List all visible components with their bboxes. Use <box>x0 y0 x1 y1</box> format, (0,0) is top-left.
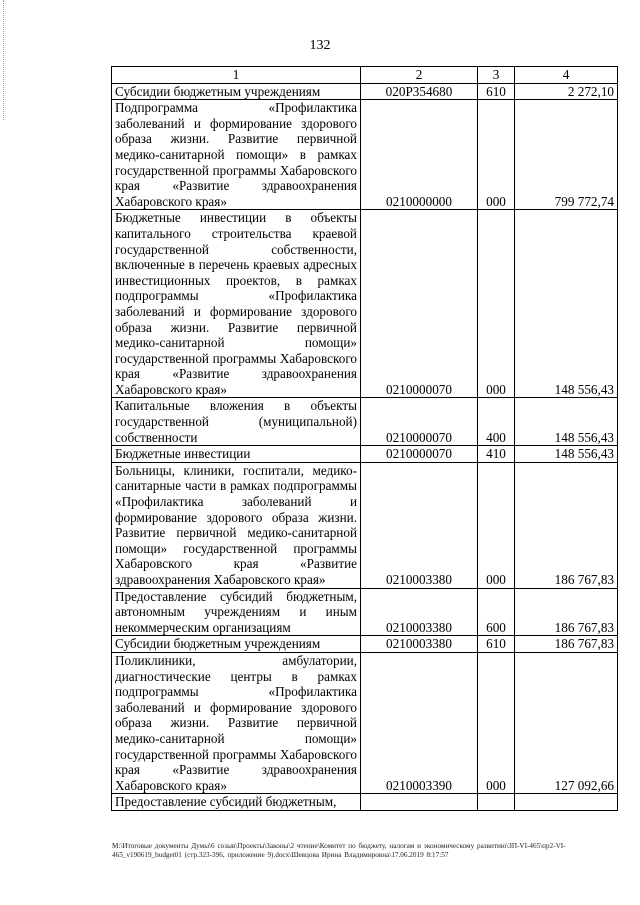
table-row <box>112 100 618 210</box>
page-number: 132 <box>309 38 331 53</box>
row-expense-type: 600 <box>478 588 515 636</box>
row-target-code: 0210000000 <box>361 100 478 210</box>
row-expense-type: 610 <box>478 636 515 653</box>
row-description: Субсидии бюджетным учреждениям <box>112 636 361 653</box>
row-description: Предоставление субсидий бюджетным, автономным учреждениям и иным некоммерческим организациям <box>112 588 361 636</box>
row-amount: 2 272,10 <box>515 83 618 100</box>
row-amount: 186 767,83 <box>515 588 618 636</box>
row-target-code: 0210003380 <box>361 588 478 636</box>
header-col-2: 2 <box>361 67 478 84</box>
row-description: Предоставление субсидий бюджетным, <box>112 794 361 811</box>
scan-edge-mark <box>3 0 7 120</box>
row-description: Больницы, клиники, госпитали, медико-санитарные части в рамках подпрограммы «Профилактика заболеваний и формирование здорового образа жизни. Развитие первичной медико-санитарной помощи» государственной программы Хабаровского края «Развитие здравоохранения Хабаровского края» <box>112 462 361 588</box>
table-row <box>112 210 618 398</box>
row-target-code: 0210000070 <box>361 398 478 446</box>
table-row <box>112 652 618 793</box>
file-path-footer: M:\Итоговые документы Думы\6 созыв\Проекты\Законы\2 чтение\Комитет по бюджету, налогам и экономическому развитию\ЗП-VI-465\пр2-VI-465_v190619_budget01 (стр.323-396, приложение 9).docx\Шевцова Ирина Владимировна\17.06.2019 8:17:57 <box>112 842 566 859</box>
table-row <box>112 446 618 463</box>
row-amount: 148 556,43 <box>515 398 618 446</box>
row-description: Субсидии бюджетным учреждениям <box>112 83 361 100</box>
row-target-code: 0210003390 <box>361 652 478 793</box>
table-row <box>112 398 618 446</box>
row-target-code: 0210003380 <box>361 462 478 588</box>
row-expense-type <box>478 794 515 811</box>
header-col-3: 3 <box>478 67 515 84</box>
table-row <box>112 636 618 653</box>
row-description: Поликлиники, амбулатории, диагностические центры в рамках подпрограммы «Профилактика заболеваний и формирование здорового образа жизни. Развитие первичной медико-санитарной помощи» государственной программы Хабаровского края «Развитие здравоохранения Хабаровского края» <box>112 652 361 793</box>
table-row <box>112 588 618 636</box>
table-row <box>112 794 618 811</box>
row-amount <box>515 794 618 811</box>
row-description: Бюджетные инвестиции <box>112 446 361 463</box>
row-expense-type: 000 <box>478 100 515 210</box>
row-expense-type: 400 <box>478 398 515 446</box>
table-header-row <box>112 67 618 84</box>
row-expense-type: 610 <box>478 83 515 100</box>
row-amount: 186 767,83 <box>515 462 618 588</box>
row-expense-type: 000 <box>478 462 515 588</box>
row-description: Капитальные вложения в объекты государственной (муниципальной) собственности <box>112 398 361 446</box>
table-row <box>112 83 618 100</box>
row-target-code: 0210000070 <box>361 446 478 463</box>
row-amount: 799 772,74 <box>515 100 618 210</box>
row-expense-type: 000 <box>478 210 515 398</box>
row-amount: 127 092,66 <box>515 652 618 793</box>
header-col-1: 1 <box>112 67 361 84</box>
row-target-code <box>361 794 478 811</box>
row-amount: 148 556,43 <box>515 446 618 463</box>
row-amount: 186 767,83 <box>515 636 618 653</box>
header-col-4: 4 <box>515 67 618 84</box>
budget-table <box>111 66 618 811</box>
row-description: Подпрограмма «Профилактика заболеваний и формирование здорового образа жизни. Развитие первичной медико-санитарной помощи» в рамках государственной программы Хабаровского края «Развитие здравоохранения Хабаровского края» <box>112 100 361 210</box>
table-row <box>112 462 618 588</box>
row-target-code: 0210003380 <box>361 636 478 653</box>
row-target-code: 020Р354680 <box>361 83 478 100</box>
row-target-code: 0210000070 <box>361 210 478 398</box>
row-amount: 148 556,43 <box>515 210 618 398</box>
row-expense-type: 410 <box>478 446 515 463</box>
row-expense-type: 000 <box>478 652 515 793</box>
row-description: Бюджетные инвестиции в объекты капитального строительства краевой государственной собственности, включенные в перечень краевых адресных инвестиционных проектов, в рамках подпрограммы «Профилактика заболеваний и формирование здорового образа жизни. Развитие первичной медико-санитарной помощи» государственной программы Хабаровского края «Развитие здравоохранения Хабаровского края» <box>112 210 361 398</box>
